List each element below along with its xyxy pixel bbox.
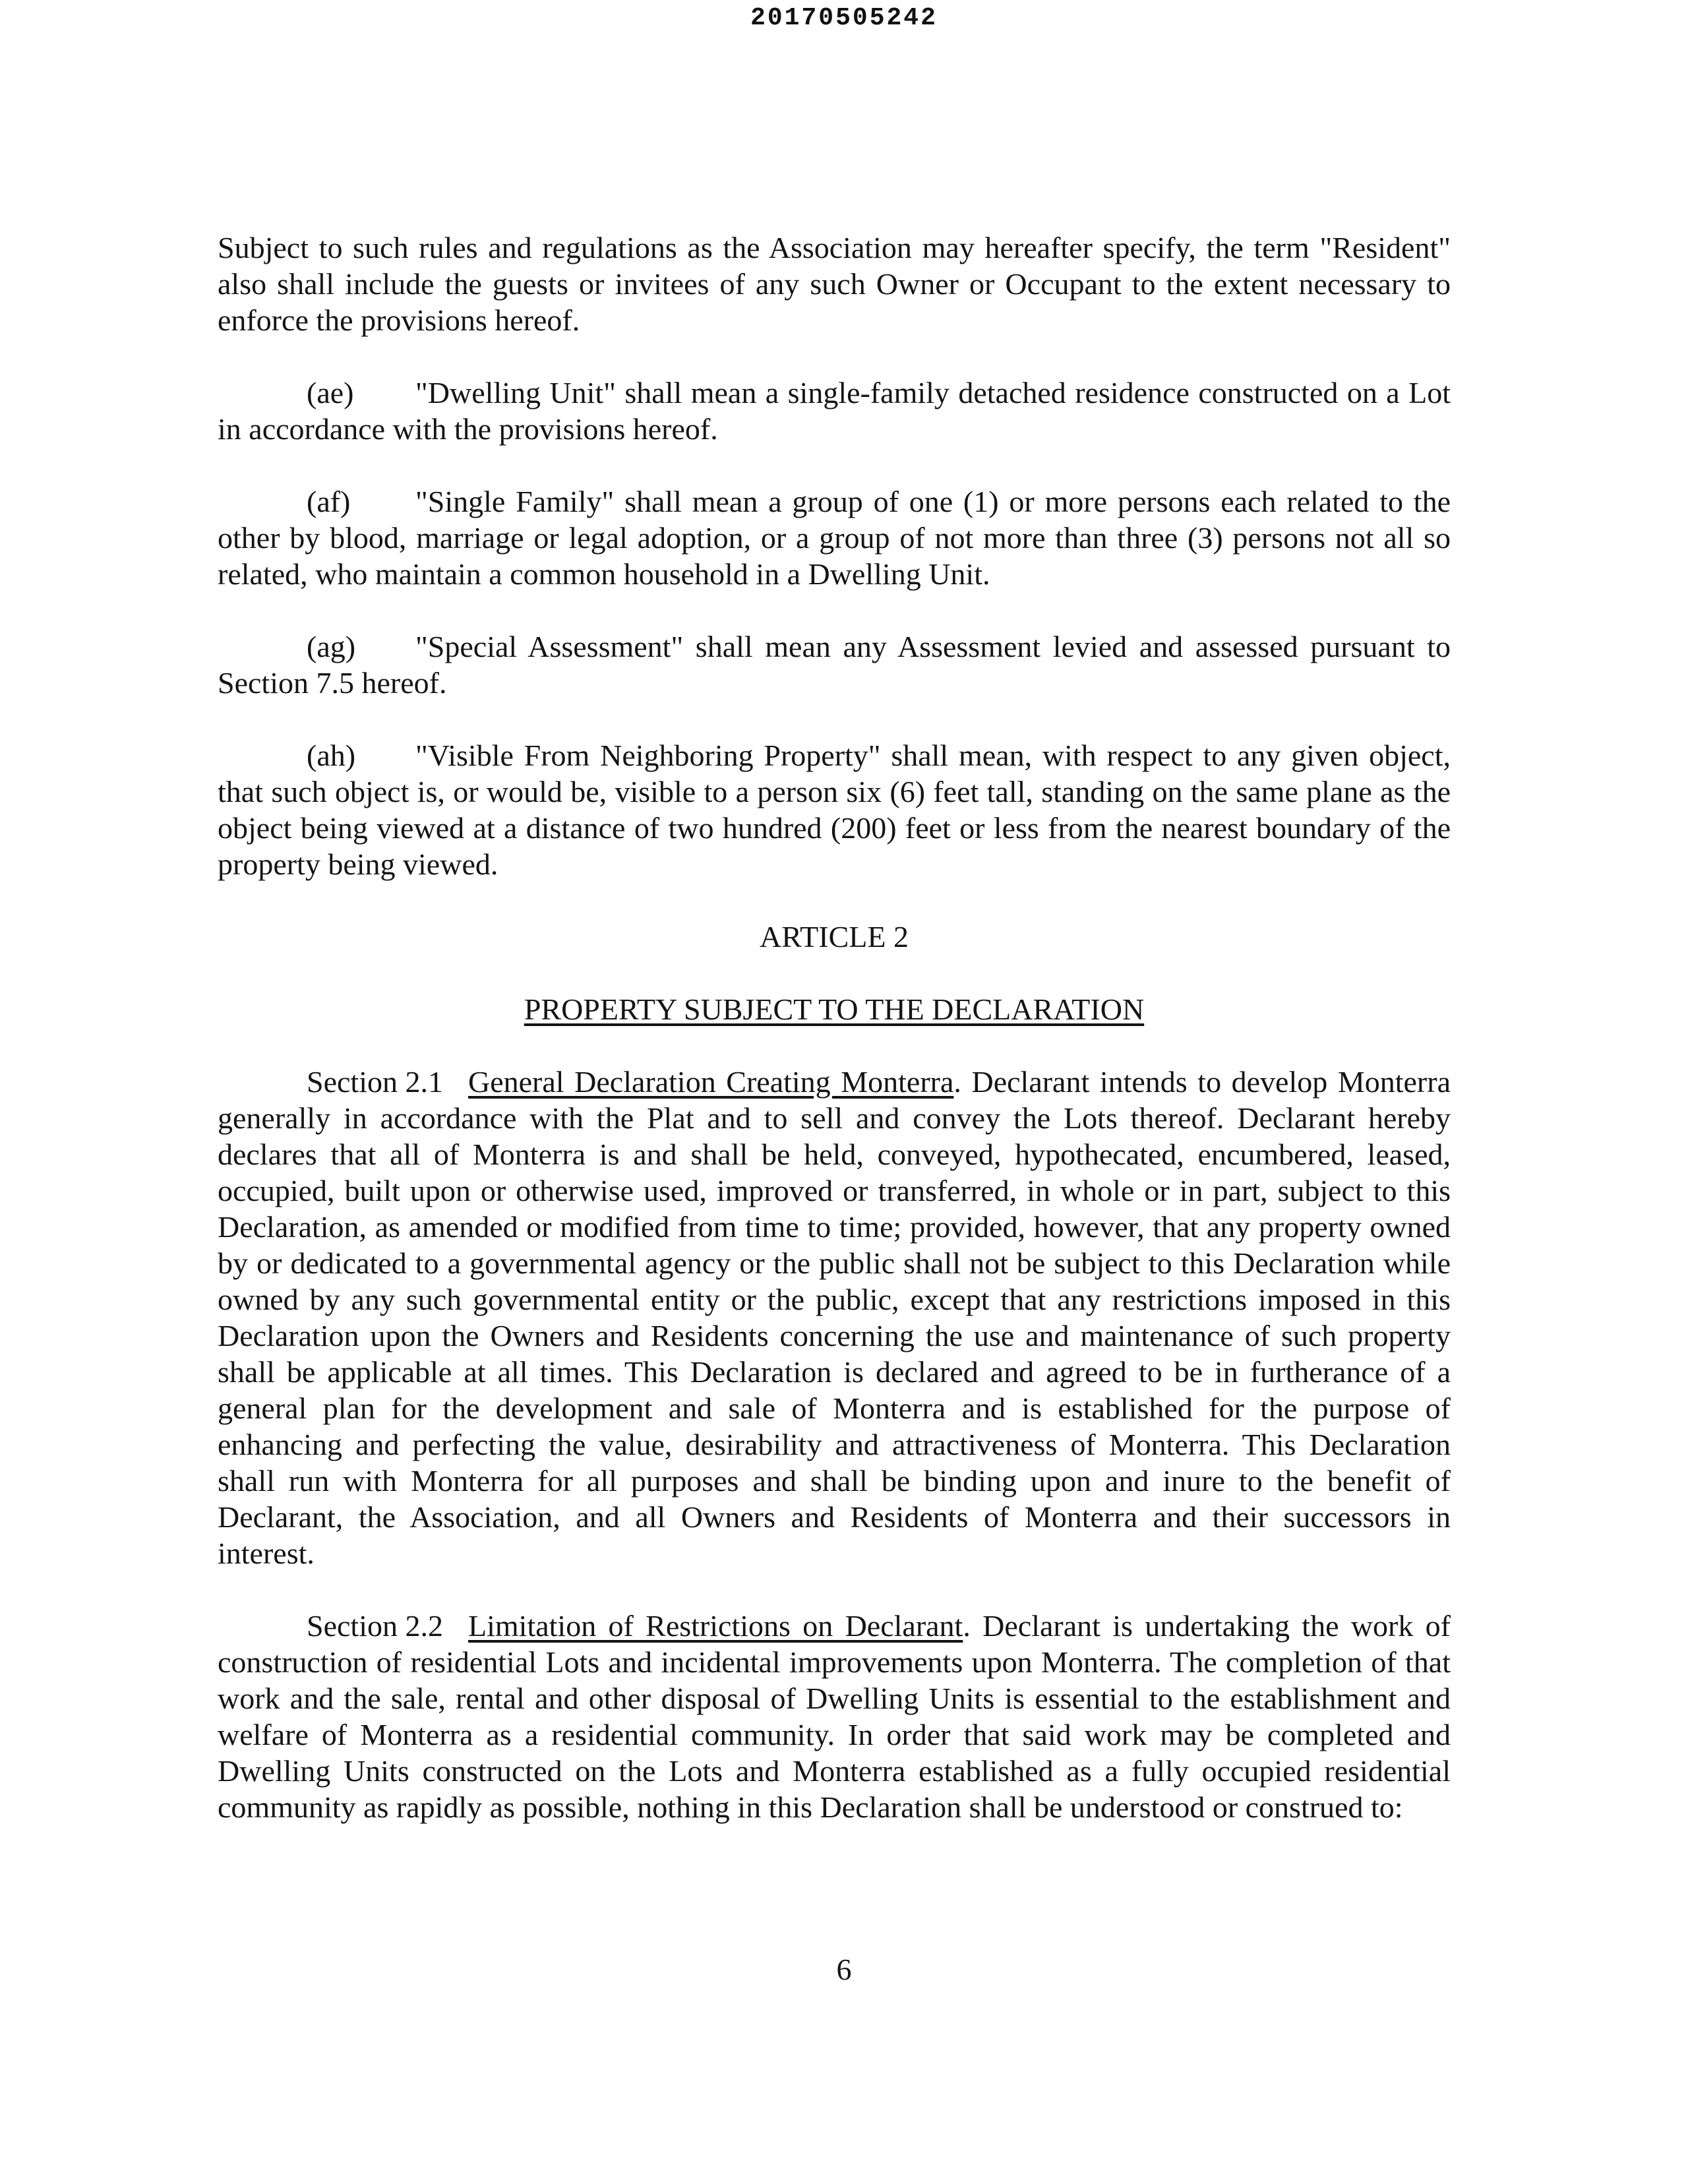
section-2-1-number: Section 2.1 — [307, 1065, 443, 1099]
definition-af-text: "Single Family" shall mean a group of one (1) or more persons each related to the other by blood, marriage or legal adoption, or a group of not more than three (3) persons not all so related, who maintain a common household in a Dwelling Unit. — [218, 485, 1451, 591]
section-2-1 — [218, 1064, 1451, 1571]
definition-ae — [218, 375, 1451, 447]
definition-af-id: (af) — [307, 485, 351, 518]
section-2-1-text: . Declarant intends to develop Monterra generally in accordance with the Plat and to sell and convey the Lots thereof. Declarant hereby declares that all of Monterra is and shall be held, conveyed, hypothecated, encumbered, leased, occupied, built upon or otherwise used, improved or transferred, in whole or in part, subject to this Declaration, as amended or modified from time to time; provided, however, that any property owned by or dedicated to a governmental agency or the public shall not be subject to this Declaration while owned by any such governmental entity or the public, except that any restrictions imposed in this Declaration upon the Owners and Residents concerning the use and maintenance of such property shall be applicable at all times. This Declaration is declared and agreed to be in furtherance of a general plan for the development and sale of Monterra and is established for the purpose of enhancing and perfecting the value, desirability and attractiveness of Monterra. This Declaration shall run with Monterra for all purposes and shall be binding upon and inure to the benefit of Declarant, the Association, and all Owners and Residents of Monterra and their successors in interest. — [218, 1065, 1451, 1570]
article-label: ARTICLE 2 — [760, 920, 909, 954]
document-number-stamp: 20170505242 — [750, 4, 938, 32]
section-2-1-title: General Declaration Creating Monterra — [468, 1065, 954, 1099]
definition-ah-text: "Visible From Neighboring Property" shall mean, with respect to any given object, that such object is, or would be, visible to a person six (6) feet tall, standing on the same plane as the object being viewed at a distance of two hundred (200) feet or less from the nearest boundary of the property being viewed. — [218, 739, 1451, 881]
definition-ah — [218, 737, 1451, 882]
definition-af — [218, 483, 1451, 592]
definition-ag — [218, 628, 1451, 701]
intro-paragraph: Subject to such rules and regulations as the Association may hereafter specify, the term "Resident" also shall include the guests or invitees of any such Owner or Occupant to the extent necessary to enforce the provisions hereof. — [218, 231, 1451, 337]
definition-ae-text: "Dwelling Unit" shall mean a single-family detached residence constructed on a Lot in accordance with the provisions hereof. — [218, 376, 1451, 446]
article-title — [218, 991, 1451, 1027]
section-2-2-title: Limitation of Restrictions on Declarant — [468, 1609, 963, 1643]
section-2-2-number: Section 2.2 — [307, 1609, 443, 1643]
section-2-2-text: . Declarant is undertaking the work of construction of residential Lots and incidental improvements upon Monterra. The completion of that work and the sale, rental and other disposal of Dwelling Units is essential to the establishment and welfare of Monterra as a residential community. In order that said work may be completed and Dwelling Units constructed on the Lots and Monterra established as a fully occupied residential community as rapidly as possible, nothing in this Declaration shall be understood or construed to: — [218, 1609, 1451, 1824]
definition-ae-id: (ae) — [307, 376, 354, 410]
definition-ag-text: "Special Assessment" shall mean any Assessment levied and assessed pursuant to Section 7.5 hereof. — [218, 630, 1451, 700]
document-body — [218, 229, 1451, 1862]
definition-ag-id: (ag) — [307, 630, 356, 663]
section-2-2 — [218, 1608, 1451, 1825]
article-title-text: PROPERTY SUBJECT TO THE DECLARATION — [524, 992, 1145, 1026]
page-number: 6 — [836, 1953, 852, 1986]
definition-ah-id: (ah) — [307, 739, 356, 772]
